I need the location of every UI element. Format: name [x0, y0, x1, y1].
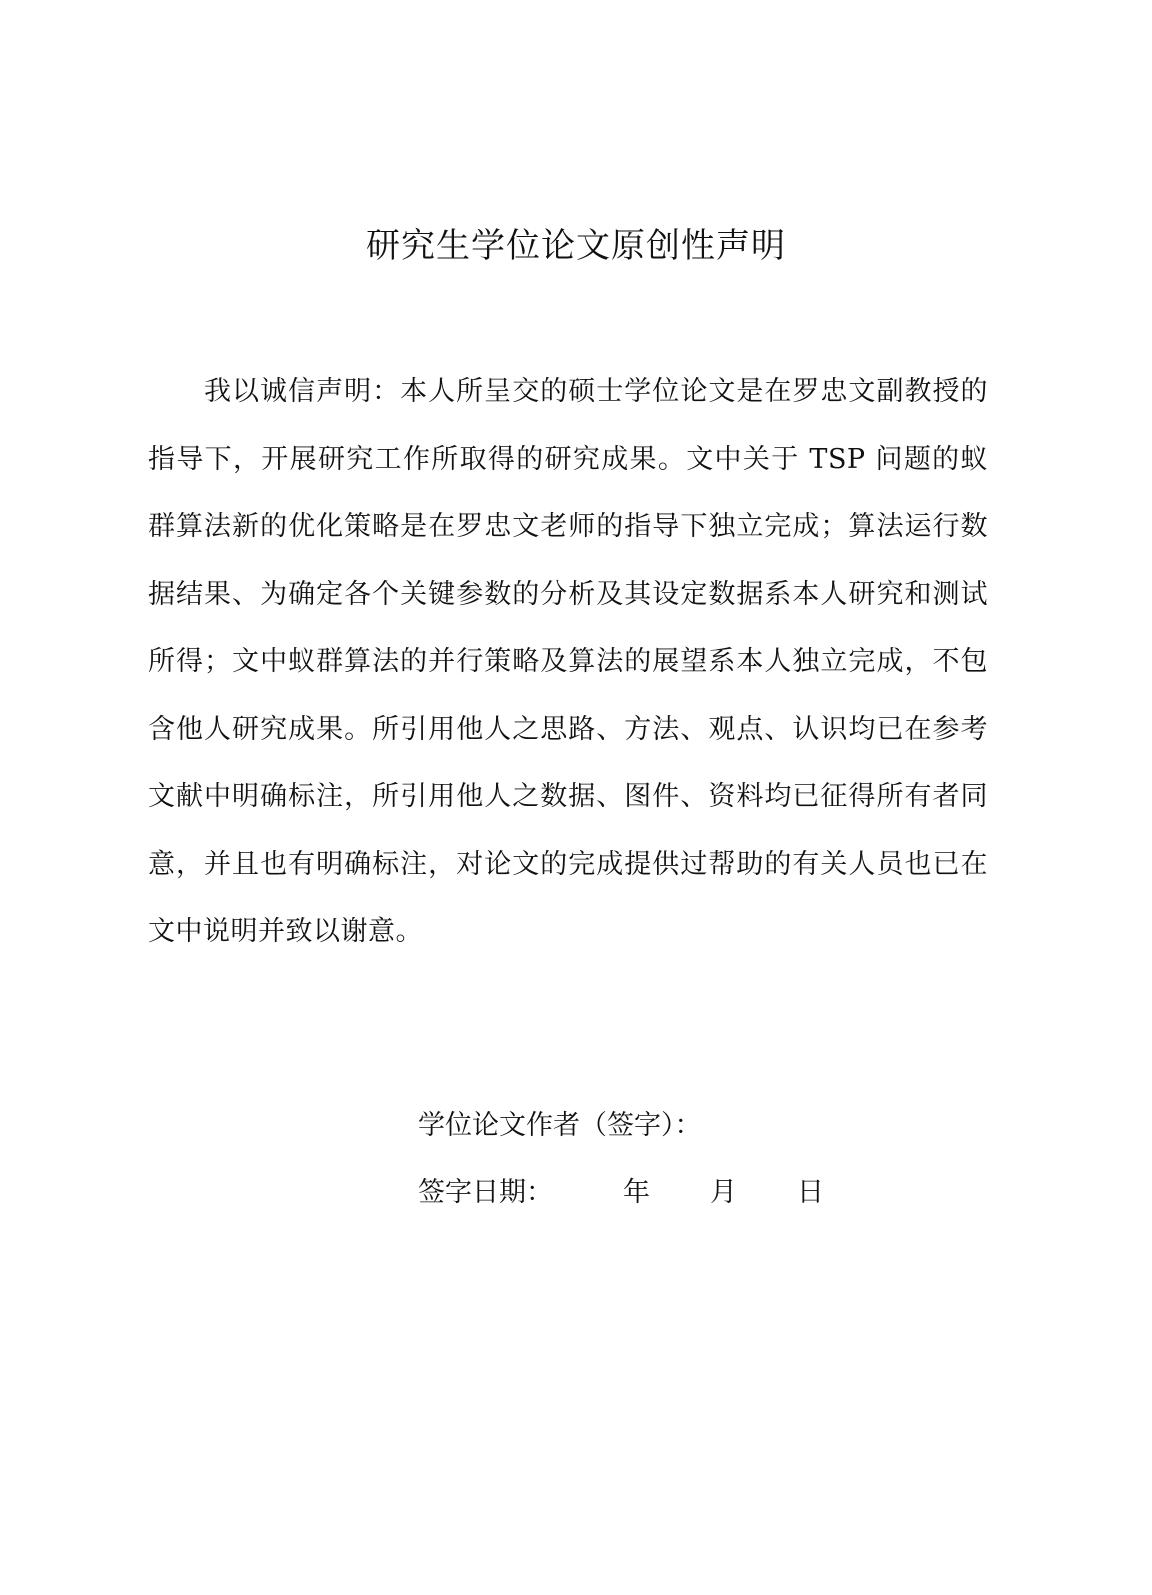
signature-date-label: 签字日期：	[418, 1177, 553, 1208]
day-label: 日	[797, 1177, 824, 1208]
author-signature-label: 学位论文作者（签字）：	[418, 1110, 702, 1141]
month-label: 月	[710, 1177, 737, 1208]
author-signature-line	[418, 1092, 1018, 1159]
declaration-body: 我以诚信声明：本人所呈交的硕士学位论文是在罗忠文副教授的指导下，开展研究工作所取得的研究成果。文中关于 TSP 问题的蚁群算法新的优化策略是在罗忠文老师的指导下独立完成；算法运行数据结果、为确定各个关键参数的分析及其设定数据系本人研究和测试所得；文中蚁群算法的并行策略及算法的展望系本人独立完成，不包含他人研究成果。所引用他人之思路、方法、观点、认识均已在参考文献中明确标注，所引用他人之数据、图件、资料均已征得所有者同意，并且也有明确标注，对论文的完成提供过帮助的有关人员也已在文中说明并致以谢意。	[148, 376, 988, 947]
page-title: 研究生学位论文原创性声明	[366, 226, 786, 266]
year-label: 年	[623, 1177, 650, 1208]
signature-date-line	[418, 1159, 1018, 1226]
signature-block	[418, 1092, 1018, 1226]
